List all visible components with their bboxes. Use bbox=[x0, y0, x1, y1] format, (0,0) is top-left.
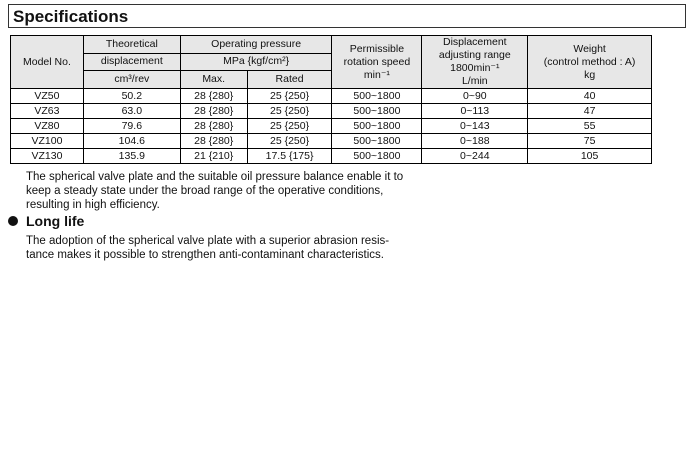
cell-weight: 75 bbox=[528, 134, 652, 149]
cell-model: VZ80 bbox=[11, 119, 84, 134]
header-weight-line2: (control method : A) bbox=[543, 55, 636, 68]
bullet-icon bbox=[8, 216, 18, 226]
cell-model: VZ130 bbox=[11, 149, 84, 164]
cell-pressure-rated: 25 {250} bbox=[247, 89, 332, 104]
header-range-line2: adjusting range bbox=[438, 49, 511, 61]
cell-model: VZ50 bbox=[11, 89, 84, 104]
header-speed bbox=[332, 36, 422, 89]
paragraph-line: The spherical valve plate and the suitable oil pressure balance enable it to bbox=[26, 171, 404, 183]
long-life-paragraph bbox=[26, 234, 446, 262]
cell-displacement: 79.6 bbox=[83, 119, 180, 134]
cell-pressure-rated: 17.5 {175} bbox=[247, 149, 332, 164]
header-pressure-max: Max. bbox=[180, 71, 247, 89]
paragraph-line: keep a steady state under the broad range of the operative conditions, bbox=[26, 185, 384, 197]
header-weight-unit: kg bbox=[584, 68, 596, 81]
cell-pressure-max: 28 {280} bbox=[180, 119, 247, 134]
header-speed-line1: Permissible bbox=[349, 42, 405, 55]
cell-speed: 500~1800 bbox=[332, 119, 422, 134]
cell-pressure-rated: 25 {250} bbox=[247, 119, 332, 134]
header-adjusting-range bbox=[422, 36, 528, 89]
cell-pressure-rated: 25 {250} bbox=[247, 104, 332, 119]
header-weight-line1: Weight bbox=[573, 42, 606, 55]
header-range-line1: Displacement bbox=[442, 36, 507, 48]
header-model: Model No. bbox=[11, 36, 84, 89]
cell-weight: 55 bbox=[528, 119, 652, 134]
cell-displacement: 63.0 bbox=[83, 104, 180, 119]
paragraph-line: The adoption of the spherical valve plate with a superior abrasion resis- bbox=[26, 235, 390, 247]
cell-pressure-max: 28 {280} bbox=[180, 89, 247, 104]
table-row bbox=[11, 119, 652, 134]
table-row bbox=[11, 134, 652, 149]
header-pressure-line1: Operating pressure bbox=[180, 36, 332, 54]
cell-model: VZ63 bbox=[11, 104, 84, 119]
header-range-line3: 1800min⁻¹ bbox=[450, 62, 500, 74]
cell-range: 0~143 bbox=[422, 119, 528, 134]
section-header bbox=[8, 4, 686, 28]
header-pressure-rated: Rated bbox=[247, 71, 332, 89]
cell-displacement: 104.6 bbox=[83, 134, 180, 149]
cell-pressure-max: 28 {280} bbox=[180, 104, 247, 119]
cell-pressure-max: 28 {280} bbox=[180, 134, 247, 149]
header-weight bbox=[528, 36, 652, 89]
header-pressure-unit: MPa {kgf/cm²} bbox=[180, 53, 332, 71]
header-displacement-line1: Theoretical bbox=[83, 36, 180, 54]
cell-model: VZ100 bbox=[11, 134, 84, 149]
cell-speed: 500~1800 bbox=[332, 89, 422, 104]
cell-displacement: 135.9 bbox=[83, 149, 180, 164]
header-speed-line2: rotation speed bbox=[343, 55, 411, 68]
table-row bbox=[11, 149, 652, 164]
section-title: Specifications bbox=[13, 7, 129, 26]
cell-weight: 105 bbox=[528, 149, 652, 164]
long-life-heading: Long life bbox=[26, 213, 85, 229]
header-displacement-unit: cm³/rev bbox=[83, 71, 180, 89]
cell-displacement: 50.2 bbox=[83, 89, 180, 104]
specifications-table bbox=[10, 35, 652, 164]
cell-speed: 500~1800 bbox=[332, 134, 422, 149]
cell-weight: 47 bbox=[528, 104, 652, 119]
header-displacement-line2: displacement bbox=[83, 53, 180, 71]
cell-pressure-rated: 25 {250} bbox=[247, 134, 332, 149]
table-row bbox=[11, 89, 652, 104]
efficiency-paragraph bbox=[26, 170, 446, 212]
cell-speed: 500~1800 bbox=[332, 149, 422, 164]
cell-speed: 500~1800 bbox=[332, 104, 422, 119]
header-range-unit: L/min bbox=[461, 75, 488, 87]
paragraph-line: resulting in high efficiency. bbox=[26, 199, 160, 211]
cell-range: 0~90 bbox=[422, 89, 528, 104]
cell-pressure-max: 21 {210} bbox=[180, 149, 247, 164]
header-speed-unit: min⁻¹ bbox=[363, 68, 390, 81]
cell-range: 0~113 bbox=[422, 104, 528, 119]
cell-range: 0~244 bbox=[422, 149, 528, 164]
paragraph-line: tance makes it possible to strengthen anti-contaminant characteristics. bbox=[26, 249, 384, 261]
cell-weight: 40 bbox=[528, 89, 652, 104]
table-row bbox=[11, 104, 652, 119]
cell-range: 0~188 bbox=[422, 134, 528, 149]
